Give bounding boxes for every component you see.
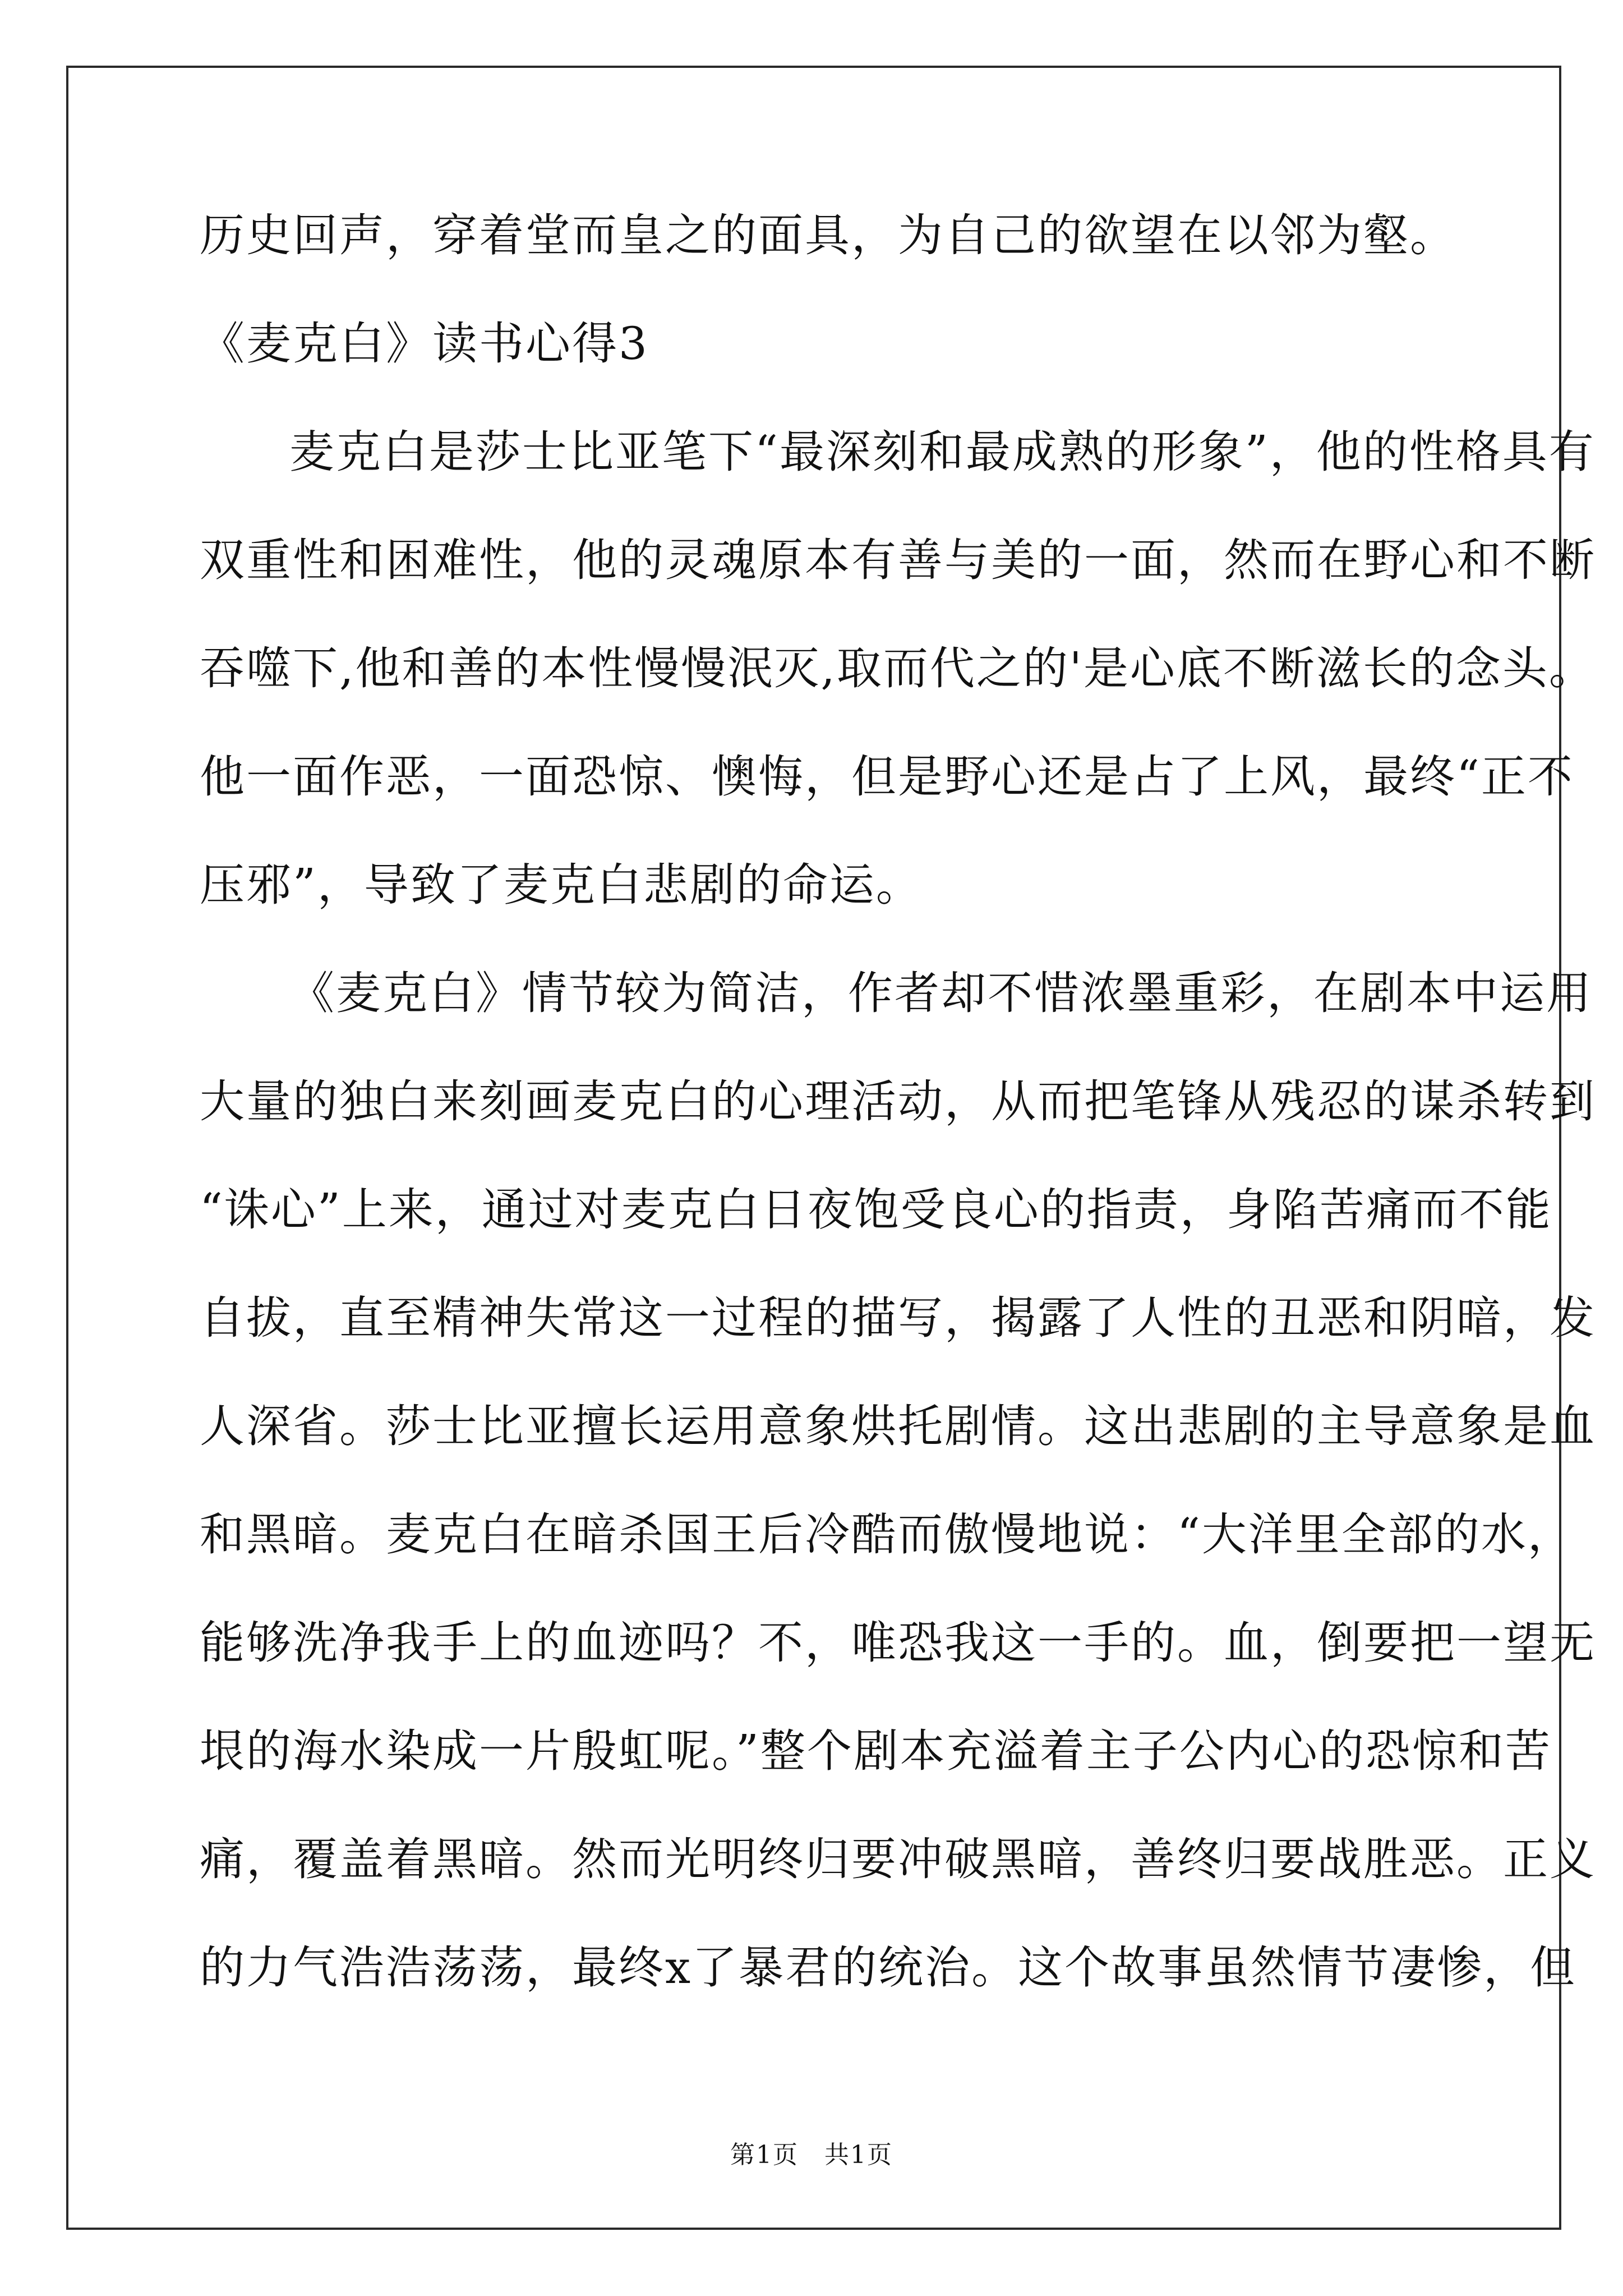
section-heading: 《麦克白》读书心得3 (200, 318, 649, 370)
text-line: 痛，覆盖着黑暗。然而光明终归要冲破黑暗，善终归要战胜恶。正义 (200, 1833, 1596, 1885)
text-line: 他一面作恶，一面恐惊、懊悔，但是野心还是占了上风，最终“正不 (200, 751, 1574, 803)
text-line: 大量的独白来刻画麦克白的心理活动，从而把笔锋从残忍的谋杀转到 (200, 1075, 1596, 1128)
text-line: 吞噬下,他和善的本性慢慢泯灭,取而代之的'是心底不断滋长的念头。 (200, 642, 1596, 694)
text-line: 自拔，直至精神失常这一过程的描写，揭露了人性的丑恶和阴暗，发 (200, 1292, 1596, 1344)
text-line: 人深省。莎士比亚擅长运用意象烘托剧情。这出悲剧的主导意象是血 (200, 1400, 1596, 1452)
text-line: “诛心”上来，通过对麦克白日夜饱受良心的指责，身陷苦痛而不能 (200, 1184, 1552, 1236)
text-line: 能够洗净我手上的血迹吗？不，唯恐我这一手的。血，倒要把一望无 (200, 1617, 1596, 1669)
text-line: 的力气浩浩荡荡，最终x了暴君的统治。这个故事虽然情节凄惨，但 (200, 1941, 1577, 1994)
text-line: 垠的海水染成一片殷虹呢。”整个剧本充溢着主子公内心的恐惊和苦 (200, 1725, 1552, 1777)
text-line: 历史回声，穿着堂而皇之的面具，为自己的欲望在以邻为壑。 (200, 209, 1456, 261)
text-line: 麦克白是莎士比亚笔下“最深刻和最成熟的形象”，他的性格具有 (289, 426, 1596, 478)
text-line: 双重性和困难性，他的灵魂原本有善与美的一面，然而在野心和不断 (200, 534, 1596, 586)
text-line: 《麦克白》情节较为简洁，作者却不惜浓墨重彩，在剧本中运用 (289, 967, 1593, 1019)
text-line: 和黑暗。麦克白在暗杀国王后冷酷而傲慢地说：“大洋里全部的水， (200, 1508, 1574, 1561)
page-border (66, 66, 1561, 2230)
page-footer: 第1页 共1页 (730, 2141, 893, 2169)
text-line: 压邪”，导致了麦克白悲剧的命运。 (200, 859, 923, 911)
